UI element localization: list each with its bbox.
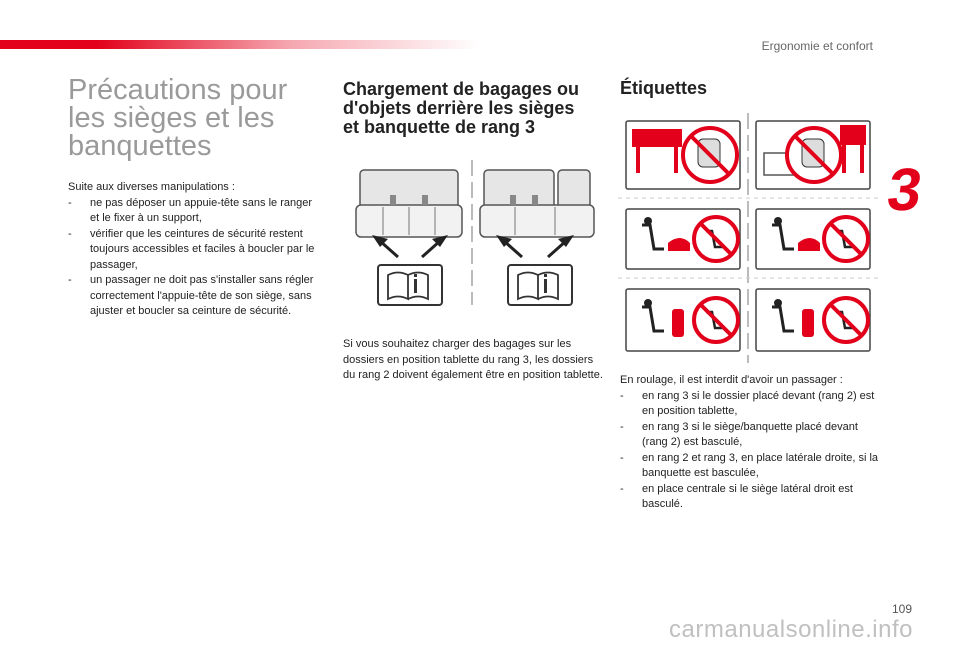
watermark: carmanualsonline.info	[669, 616, 913, 643]
page-title-line: Précautions pour	[68, 74, 288, 106]
list-item: - vérifier que les ceintures de sécurité restent toujours accessibles et faciles à boucler par le passager,	[68, 227, 318, 274]
luggage-paragraph	[343, 337, 603, 384]
list-item: - en rang 2 et rang 3, en place latérale droite, si la banquette est basculée,	[620, 451, 880, 482]
manual-book-icon	[378, 265, 442, 305]
rear-seat-icon	[356, 170, 462, 237]
label-folded-seat	[756, 121, 870, 189]
manual-book-icon	[508, 265, 572, 305]
label-no-passenger-tilted	[626, 289, 740, 351]
luggage-heading	[343, 80, 613, 137]
page-number: 109	[891, 602, 912, 616]
labels-heading: Étiquettes	[620, 78, 708, 98]
list-item: - un passager ne doit pas s'installer sans régler correctement l'appuie-tête de son siège, sans ajuster et boucler sa ceinture de sécurité.	[68, 273, 318, 320]
label-tablet-seat	[626, 121, 740, 189]
label-no-passenger-row3	[626, 209, 740, 269]
heading-line: d'objets derrière les sièges	[343, 98, 575, 118]
list-item: - ne pas déposer un appuie-tête sans le ranger et le fixer à un support,	[68, 196, 318, 227]
list-item: - en rang 3 si le dossier placé devant (rang 2) est en position tablette,	[620, 389, 880, 420]
page-title-line: banquettes	[68, 130, 212, 162]
labels-text	[620, 373, 880, 513]
warning-labels-grid	[618, 113, 878, 363]
list-item: - en rang 3 si le siège/banquette placé devant (rang 2) est basculé,	[620, 420, 880, 451]
header-accent-bar	[0, 40, 480, 49]
label-no-passenger-tilted	[756, 289, 870, 351]
section-title: Ergonomie et confort	[761, 39, 873, 53]
heading-line: et banquette de rang 3	[343, 117, 536, 137]
paragraph: Si vous souhaitez charger des bagages sur les dossiers en position tablette du rang 3, les dossiers du rang 2 doivent également être en position tablette.	[343, 338, 603, 381]
page-title	[68, 76, 318, 160]
page-title-line: les sièges et les	[68, 102, 275, 134]
chapter-number: 3	[883, 156, 927, 223]
precautions-list	[68, 196, 318, 320]
precautions-intro: Suite aux diverses manipulations :	[68, 181, 235, 193]
rear-seat-icon	[480, 170, 594, 237]
labels-list	[620, 389, 880, 513]
seat-luggage-illustration	[350, 155, 605, 315]
labels-intro: En roulage, il est interdit d'avoir un passager :	[620, 374, 843, 386]
precautions-text	[68, 180, 318, 320]
label-no-passenger-row3	[756, 209, 870, 269]
heading-line: Chargement de bagages ou	[343, 79, 580, 99]
list-item: - en place centrale si le siège latéral droit est basculé.	[620, 482, 880, 513]
